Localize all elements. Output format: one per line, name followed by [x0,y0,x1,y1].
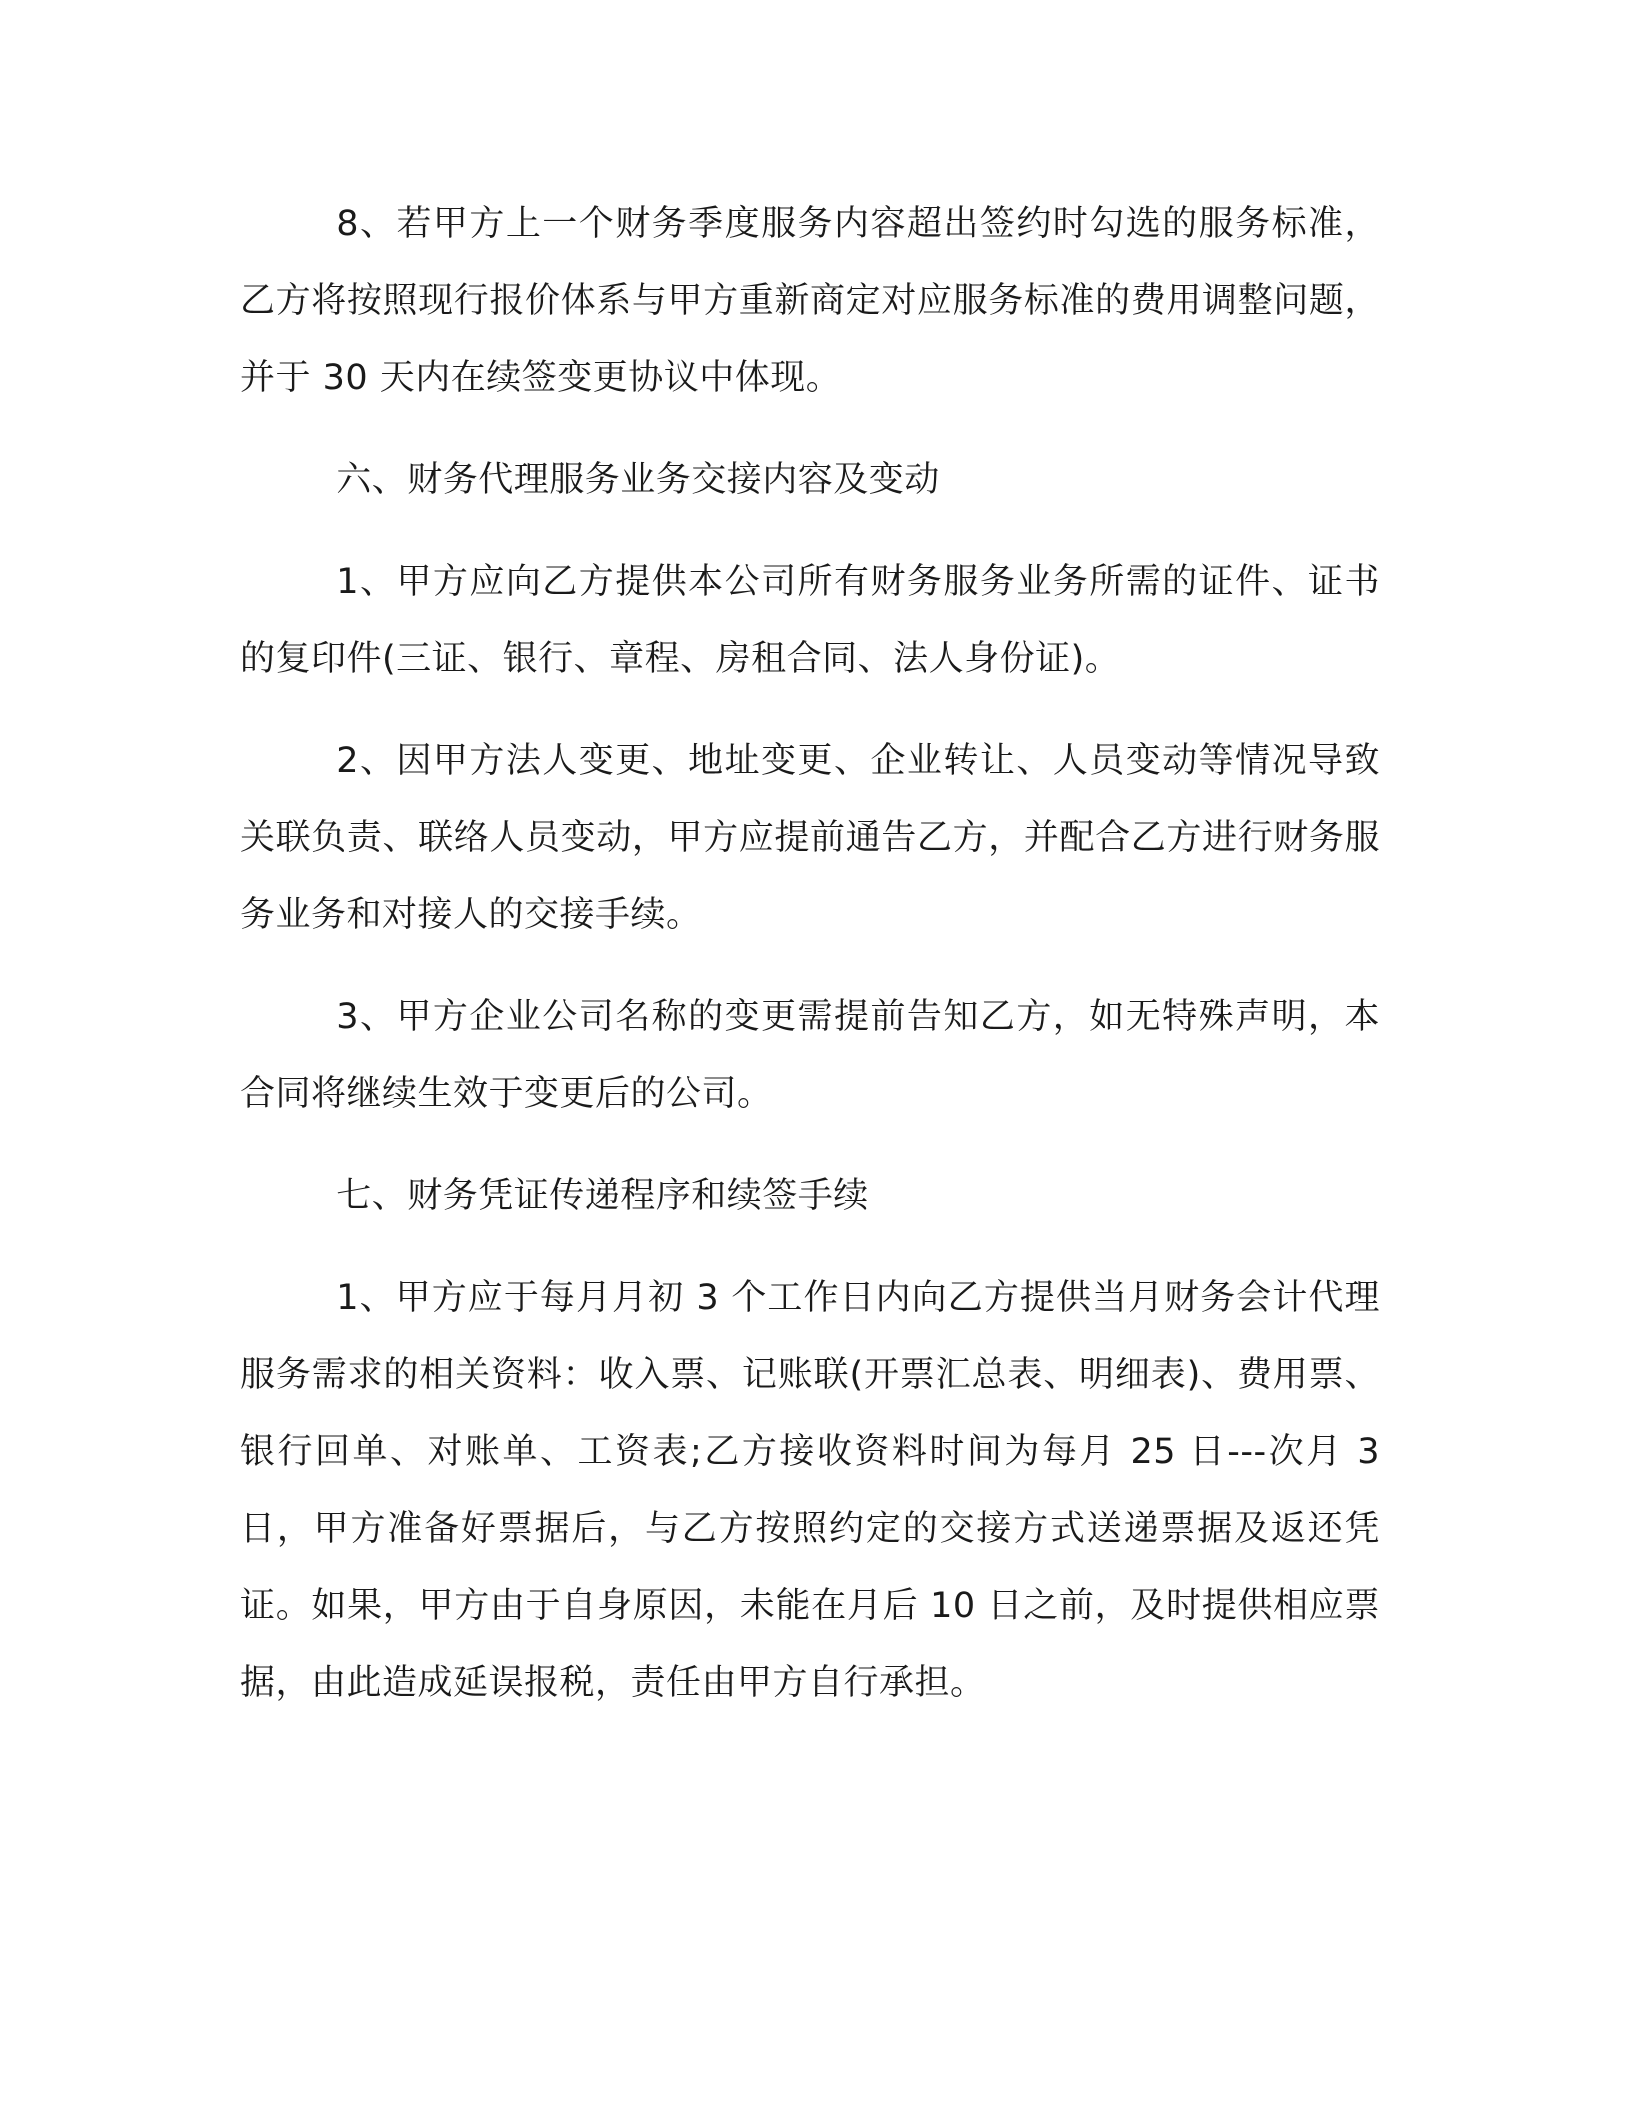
section-7-heading: 七、财务凭证传递程序和续签手续 [336,1176,869,1216]
clause-8-fee-adjustment: 8、若甲方上一个财务季度服务内容超出签约时勾选的服务标准，乙方将按照现行报价体系与甲方重新商定对应服务标准的费用调整问题，并于 30 天内在续签变更协议中体现。 [240,204,1380,398]
section-6-clause-3: 3、甲方企业公司名称的变更需提前告知乙方，如无特殊声明，本合同将继续生效于变更后的公司。 [240,997,1380,1114]
section-6-heading: 六、财务代理服务业务交接内容及变动 [336,460,940,500]
document-body [240,186,1380,1747]
section-7-clause-1: 1、甲方应于每月月初 3 个工作日内向乙方提供当月财务会计代理服务需求的相关资料：收入票、记账联(开票汇总表、明细表)、费用票、银行回单、对账单、工资表;乙方接收资料时间为每月 25 日---次月 3 日，甲方准备好票据后，与乙方按照约定的交接方式送递票据及返还凭证。如果，甲方由于自身原因，未能在月后 10 日之前，及时提供相应票据，由此造成延误报税，责任由甲方自行承担。 [240,1278,1380,1703]
section-6-clause-1: 1、甲方应向乙方提供本公司所有财务服务业务所需的证件、证书的复印件(三证、银行、章程、房租合同、法人身份证)。 [240,562,1380,679]
section-6-clause-2: 2、因甲方法人变更、地址变更、企业转让、人员变动等情况导致关联负责、联络人员变动，甲方应提前通告乙方，并配合乙方进行财务服务业务和对接人的交接手续。 [240,741,1380,935]
